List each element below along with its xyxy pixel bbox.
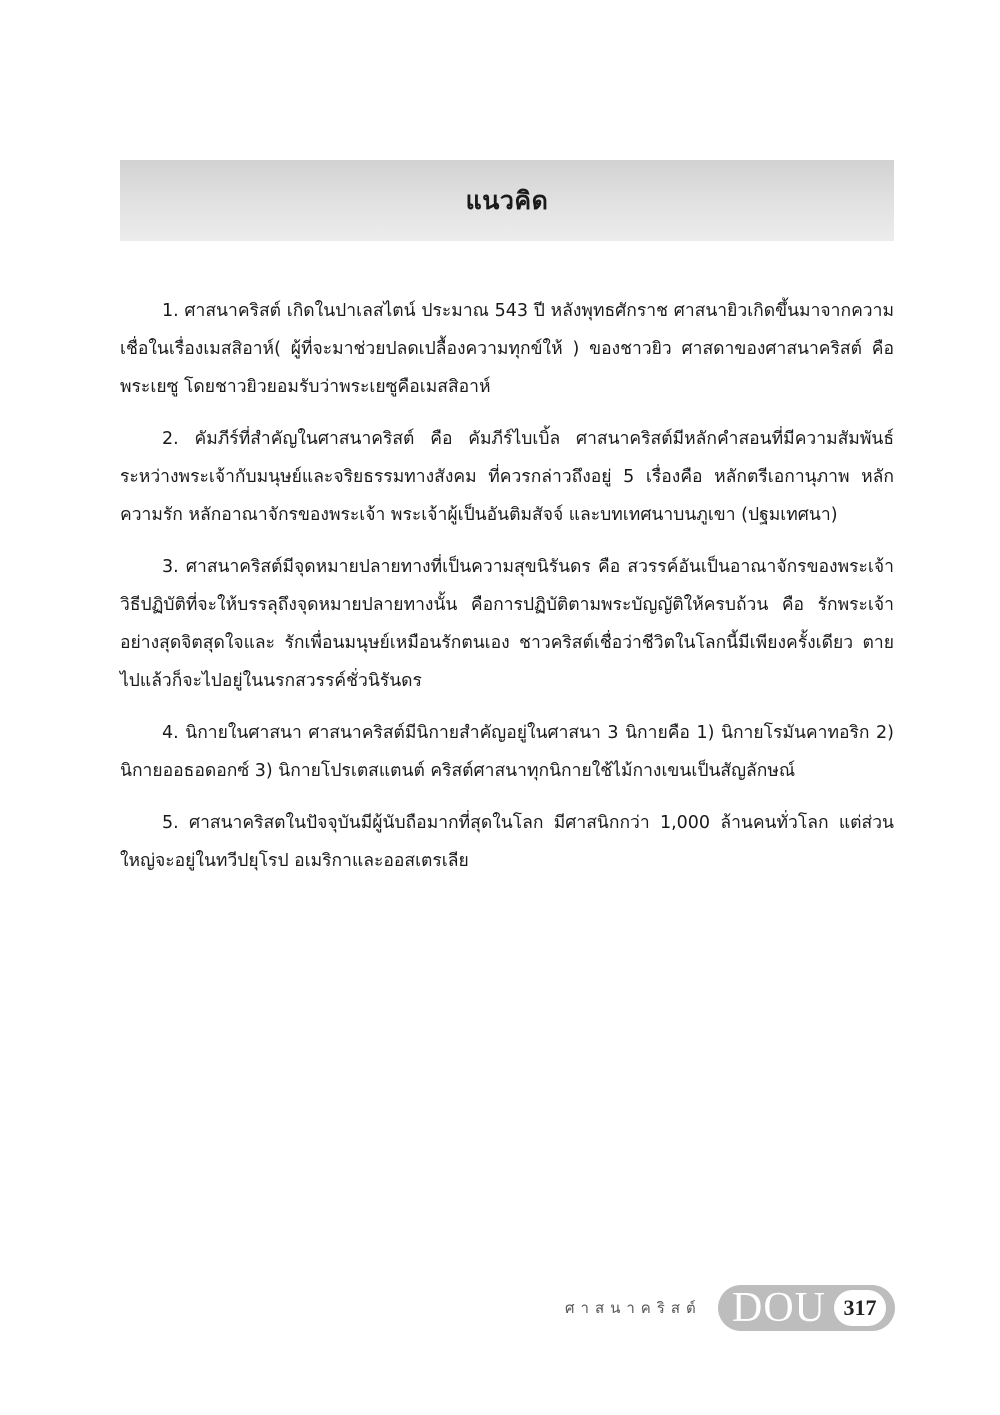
dou-badge <box>718 1285 895 1331</box>
concept-paragraph-1: 1. ศาสนาคริสต์ เกิดในปาเลสไตน์ ประมาณ 543 ปี หลังพุทธศักราช ศาสนายิวเกิดขึ้นมาจากความเชื่อในเรื่องเมสสิอาห์( ผู้ที่จะมาช่วยปลดเปลื้องความทุกข์ให้ ) ของชาวยิว ศาสดาของศาสนาคริสต์ คือพระเยซู โดยชาวยิวยอมรับว่าพระเยซูคือเมสสิอาห์ <box>120 301 894 397</box>
concept-paragraph-2: 2. คัมภีร์ที่สำคัญในศาสนาคริสต์ คือ คัมภีร์ไบเบิ้ล ศาสนาคริสต์มีหลักคำสอนที่มีความสัมพันธ์ระหว่างพระเจ้ากับมนุษย์และจริยธรรมทางสังคม ที่ควรกล่าวถึงอยู่ 5 เรื่องคือ หลักตรีเอกานุภาพ หลักความรัก หลักอาณาจักรของพระเจ้า พระเจ้าผู้เป็นอันติมสัจจ์ และบทเทศนาบนภูเขา (ปฐมเทศนา) <box>120 429 894 525</box>
page-footer <box>560 1284 900 1334</box>
page-title: แนวคิด <box>465 185 549 215</box>
concept-paragraph-3: 3. ศาสนาคริสต์มีจุดหมายปลายทางที่เป็นความสุขนิรันดร คือ สวรรค์อันเป็นอาณาจักรของพระเจ้า วิธีปฏิบัติที่จะให้บรรลุถึงจุดหมายปลายทางนั้น คือการปฏิบัติตามพระบัญญัติให้ครบถ้วน คือ รักพระเจ้าอย่างสุดจิตสุดใจและ รักเพื่อนมนุษย์เหมือนรักตนเอง ชาวคริสต์เชื่อว่าชีวิตในโลกนี้มีเพียงครั้งเดียว ตายไปแล้วก็จะไปอยู่ในนรกสวรรค์ชั่วนิรันดร <box>120 557 894 691</box>
concept-paragraph-5: 5. ศาสนาคริสตในปัจจุบันมีผู้นับถือมากที่สุดในโลก มีศาสนิกกว่า 1,000 ล้านคนทั่วโลก แต่ส่วนใหญ่จะอยู่ในทวีปยุโรป อเมริกาและออสเตรเลีย <box>120 813 894 871</box>
page-number: 317 <box>834 1290 886 1326</box>
concept-header-box <box>120 160 894 241</box>
footer-subject: ศาสนาคริสต์ <box>565 1299 702 1317</box>
dou-logo: DOU <box>732 1285 826 1331</box>
concept-content <box>120 292 894 894</box>
concept-paragraph-4: 4. นิกายในศาสนา ศาสนาคริสต์มีนิกายสำคัญอยู่ในศาสนา 3 นิกายคือ 1) นิกายโรมันคาทอริก 2) นิกายออธอดอกซ์ 3) นิกายโปรเตสแตนต์ คริสต์ศาสนาทุกนิกายใช้ไม้กางเขนเป็นสัญลักษณ์ <box>120 723 894 781</box>
